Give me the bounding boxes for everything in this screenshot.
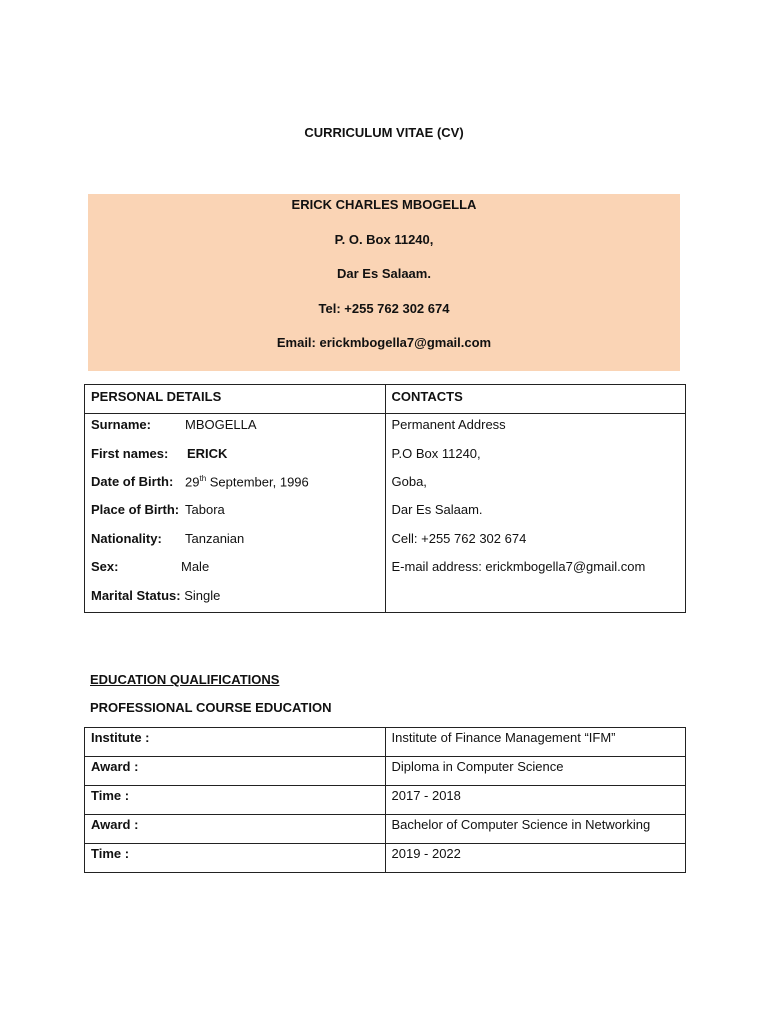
date-of-birth-row (91, 474, 309, 489)
document-title: CURRICULUM VITAE (CV) (304, 125, 464, 140)
dob-day: 29 (185, 474, 200, 490)
education-section-title: EDUCATION QUALIFICATIONS (90, 672, 280, 687)
education-label: Time : (85, 844, 386, 873)
nationality-value: Tanzanian (185, 531, 245, 546)
table-row (85, 757, 686, 786)
contact-line: Goba, (391, 474, 427, 489)
education-table (84, 727, 686, 873)
education-value: 2019 - 2022 (385, 844, 686, 873)
table-row (85, 728, 686, 757)
education-label: Time : (85, 786, 386, 815)
nationality-label: Nationality: (91, 531, 162, 546)
education-value: 2017 - 2018 (385, 786, 686, 815)
contact-line: Cell: +255 762 302 674 (391, 531, 527, 546)
personal-details-cell (85, 414, 386, 613)
first-names-value: ERICK (187, 446, 228, 461)
table-row (85, 786, 686, 815)
surname-value: MBOGELLA (185, 417, 257, 432)
professional-course-title: PROFESSIONAL COURSE EDUCATION (90, 700, 332, 715)
pob-value: Tabora (185, 502, 225, 517)
table-row (85, 844, 686, 873)
personal-details-heading: PERSONAL DETAILS (85, 385, 386, 414)
sex-row (91, 559, 209, 574)
email: Email: erickmbogella7@gmail.com (276, 335, 492, 350)
dob-label: Date of Birth: (91, 474, 174, 490)
marital-status-row (91, 588, 220, 603)
full-name: ERICK CHARLES MBOGELLA (291, 197, 477, 212)
dob-month-year: September, 1996 (206, 474, 309, 490)
education-value: Bachelor of Computer Science in Networking (385, 815, 686, 844)
sex-label: Sex: (91, 559, 119, 574)
contacts-cell (385, 414, 686, 613)
first-names-row (91, 446, 227, 461)
place-of-birth-row (91, 502, 225, 517)
contacts-heading: CONTACTS (385, 385, 686, 414)
personal-details-table (84, 384, 686, 613)
sex-value: Male (181, 559, 210, 574)
contact-line: P.O Box 11240, (391, 446, 481, 461)
telephone: Tel: +255 762 302 674 (318, 301, 450, 316)
table-row (85, 815, 686, 844)
contact-line: E-mail address: erickmbogella7@gmail.com (391, 559, 646, 574)
marital-value: Single (184, 588, 221, 603)
dob-suffix: th (199, 474, 207, 483)
surname-row (91, 417, 257, 432)
education-value: Diploma in Computer Science (385, 757, 686, 786)
education-label: Award : (85, 815, 386, 844)
first-names-label: First names: (91, 446, 169, 461)
city: Dar Es Salaam. (337, 266, 431, 281)
dob-value (185, 474, 309, 489)
contact-line: Dar Es Salaam. (391, 502, 483, 517)
nationality-row (91, 531, 244, 546)
contact-header-box (88, 194, 680, 371)
contact-line: Permanent Address (391, 417, 506, 432)
education-label: Award : (85, 757, 386, 786)
pob-label: Place of Birth: (91, 502, 180, 517)
marital-label: Marital Status: (91, 588, 181, 603)
postal-box: P. O. Box 11240, (334, 232, 434, 247)
education-label: Institute : (85, 728, 386, 757)
surname-label: Surname: (91, 417, 151, 432)
education-value: Institute of Finance Management “IFM” (385, 728, 686, 757)
